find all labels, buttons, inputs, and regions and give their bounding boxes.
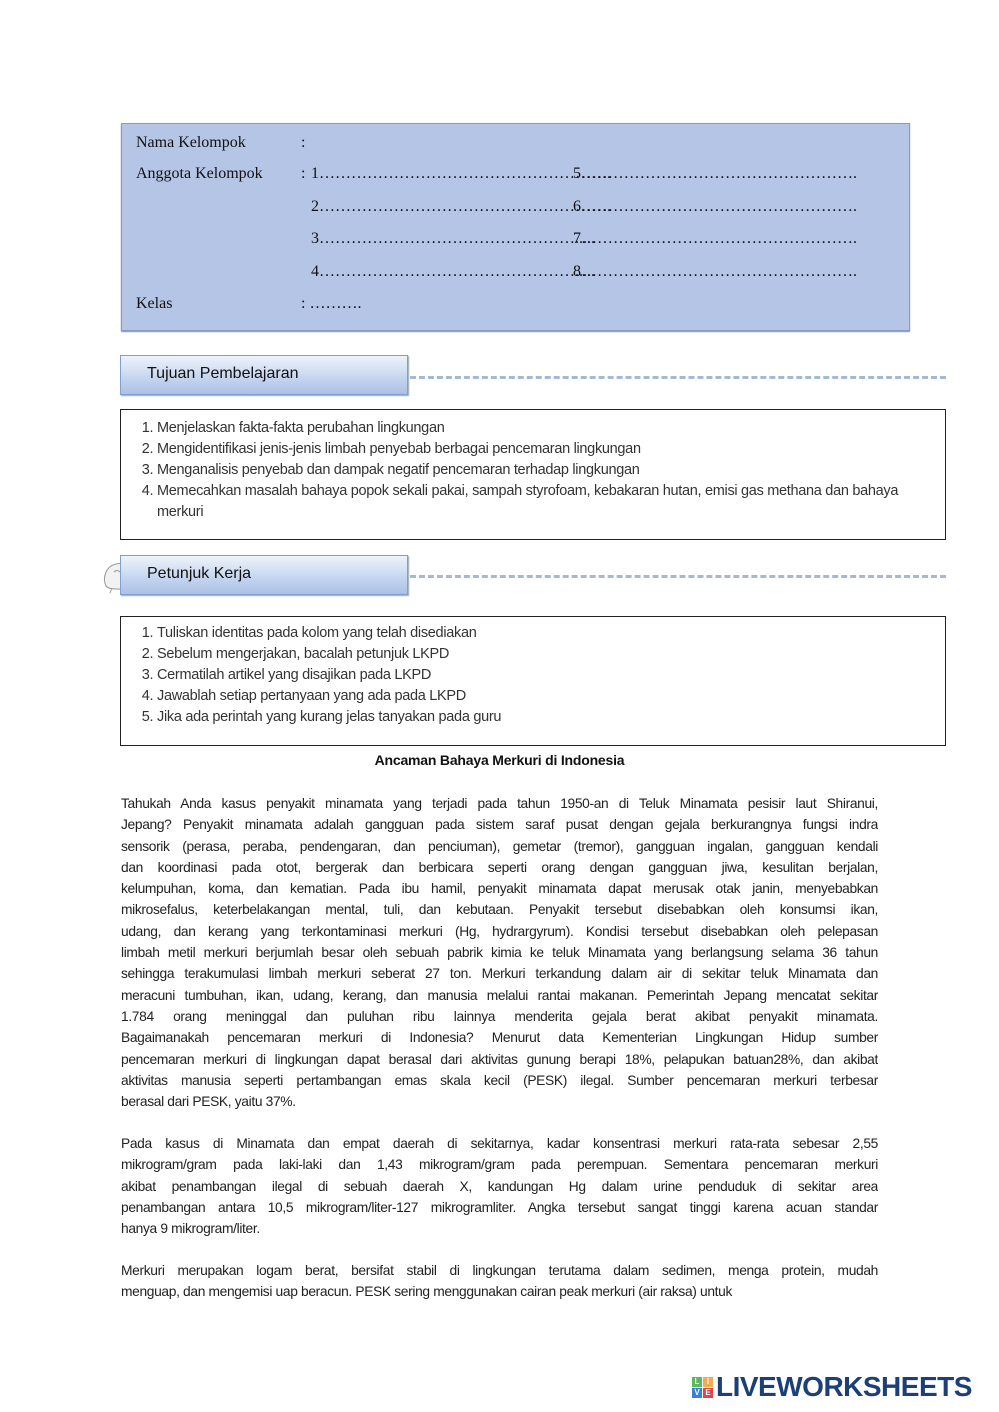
article-line: akibat penambangan ilegal di sebuah daerah X, kandungan Hg dalam urine penduduk di sekitar area: [121, 1178, 878, 1194]
instruction-item: 5. Jika ada perintah yang kurang jelas tanyakan pada guru: [157, 707, 945, 728]
article-line: 1.784 orang meninggal dan puluhan ribu lainnya menderita gejala berat akibat penyakit minamata.: [121, 1008, 878, 1024]
article-line: aktivitas manusia seperti pertambangan emas skala kecil (PESK) ilegal. Sumber pencemaran merkuri terbesar: [121, 1072, 878, 1088]
article-paragraph-1: [121, 793, 878, 1112]
article-line: mikrogram/gram pada laki-laki dan 1,43 mikrogram/gram pada perempuan. Sementara pencemaran merkuri: [121, 1157, 878, 1173]
group-name-label: Nama Kelompok: [136, 134, 246, 151]
member-field-4[interactable]: 4………………………………………….....: [311, 263, 595, 280]
member-field-5[interactable]: 5…………………………………………….: [573, 165, 857, 182]
article-line: Merkuri merupakan logam berat, bersifat stabil di lingkungan terutama dalam sedimen, menga protein, mudah: [121, 1263, 878, 1278]
member-field-3[interactable]: 3………………………………………….....: [311, 230, 595, 247]
article-title: Ancaman Bahaya Merkuri di Indonesia: [374, 752, 625, 768]
article-line: sensorik (perasa, peraba, pendengaran, dan penciuman), gemetar (tremor), gangguan ingalan, gangguan kendali: [121, 838, 878, 854]
article-line: limbah metil merkuri berjumlah besar oleh sebuah pabrik kimia ke teluk Minamata yang berlangsung selama 36 tahun: [121, 945, 878, 961]
article-line: udang, dan kerang yang terkontaminasi merkuri (Hg, hydrargyrum). Kondisi tersebut disebabkan oleh pelepasan: [121, 923, 878, 939]
article-line: pencemaran merkuri di lingkungan dapat berasal dari aktivitas gunung berapi 18%, pelapukan batuan28%, dan akibat: [121, 1051, 878, 1067]
member-field-1[interactable]: 1……………………………………………….: [311, 165, 611, 182]
article-line: Tahukah Anda kasus penyakit minamata yang terjadi pada tahun 1950-an di Teluk Minamata pesisir laut Shiranui,: [121, 796, 878, 811]
logo-tile: V: [692, 1388, 702, 1398]
article-line: hanya 9 mikrogram/liter.: [121, 1221, 260, 1237]
article-line: menguap, dan mengemisi uap beracun. PESK sering menggunakan cairan peak merkuri (air raksa) untuk: [121, 1284, 733, 1300]
logo-tile: I: [703, 1377, 713, 1387]
article-line: Bagaimanakah pencemaran merkuri di Indonesia? Menurut data Kementerian Lingkungan Hidup sumber: [121, 1030, 878, 1046]
class-label: Kelas: [136, 295, 173, 312]
member-field-7[interactable]: 7…………………………………………….: [573, 230, 857, 247]
members-label: Anggota Kelompok: [136, 165, 263, 182]
member-field-2[interactable]: 2……………………………………………….: [311, 198, 611, 215]
instructions-heading: [120, 555, 408, 595]
article-line: kelumpuhan, koma, dan kematian. Pada ibu hamil, penyakit minamata dapat merusak otak janin, menyebabkan: [121, 881, 878, 897]
logo-tiles-icon: [692, 1377, 713, 1398]
instruction-item: 1. Tuliskan identitas pada kolom yang telah disediakan: [157, 623, 945, 644]
member-field-6[interactable]: 6…………………………………………….: [573, 198, 857, 215]
logo-tile: L: [692, 1377, 702, 1387]
logo-text: LIVEWORKSHEETS: [716, 1371, 972, 1402]
logo-tile: E: [703, 1388, 713, 1398]
instructions-heading-text: Petunjuk Kerja: [147, 565, 252, 582]
class-field[interactable]: : ……….: [301, 295, 362, 312]
instruction-item: 4. Jawablah setiap pertanyaan yang ada pada LKPD: [157, 686, 945, 707]
article-line: dan koordinasi pada otot, bergerak dan berbicara seperti orang dengan gangguan jiwa, kesulitan berjalan,: [121, 859, 878, 875]
members-colon: :: [301, 165, 306, 182]
objective-item: 4. Memecahkan masalah bahaya popok sekali pakai, sampah styrofoam, kebakaran hutan, emisi gas methana dan bahaya merkuri: [157, 481, 945, 523]
article-line: sehingga terakumulasi limbah merkuri seberat 27 ton. Merkuri terkandung dalam air di sekitar teluk Minamata dan: [121, 966, 878, 982]
objectives-box: [120, 409, 946, 540]
objectives-heading-text: Tujuan Pembelajaran: [147, 365, 299, 382]
article-line: berasal dari PESK, yaitu 37%.: [121, 1094, 296, 1110]
article-line: Pada kasus di Minamata dan empat daerah di sekitarnya, kadar konsentrasi merkuri rata-rata sebesar 2,55: [121, 1136, 878, 1151]
group-identity-box: [121, 123, 910, 331]
divider-line: [410, 376, 946, 379]
liveworksheets-logo: [692, 1371, 972, 1402]
instructions-box: [120, 616, 946, 746]
article-paragraph-2: [121, 1133, 878, 1239]
article-line: penambangan antara 10,5 mikrogram/liter-127 mikrogramliter. Angka tersebut sangat tinggi karena acuan standar: [121, 1199, 878, 1215]
article-paragraph-3: [121, 1260, 878, 1303]
member-field-8[interactable]: 8…………………………………………….: [573, 263, 857, 280]
group-name-field[interactable]: :: [301, 134, 306, 151]
divider-line: [410, 575, 946, 578]
instruction-item: 3. Cermatilah artikel yang disajikan pada LKPD: [157, 665, 945, 686]
instruction-item: 2. Sebelum mengerjakan, bacalah petunjuk LKPD: [157, 644, 945, 665]
article-line: mikrosefalus, keterbelakangan mental, tuli, dan kebutaan. Penyakit tersebut disebabkan oleh konsumsi ikan,: [121, 902, 878, 918]
article-line: meracuni tumbuhan, ikan, udang, kerang, dan manusia melalui rantai makanan. Pemerintah Jepang mencatat sekitar: [121, 987, 878, 1003]
objectives-heading: [120, 355, 408, 395]
objective-item: 2. Mengidentifikasi jenis-jenis limbah penyebab berbagai pencemaran lingkungan: [157, 439, 945, 460]
objective-item: 1. Menjelaskan fakta-fakta perubahan lingkungan: [157, 418, 945, 439]
objective-item: 3. Menganalisis penyebab dan dampak negatif pencemaran terhadap lingkungan: [157, 460, 945, 481]
article-line: Jepang? Penyakit minamata adalah gangguan pada sistem saraf pusat dengan gejala berkurangnya fungsi indra: [121, 817, 878, 833]
